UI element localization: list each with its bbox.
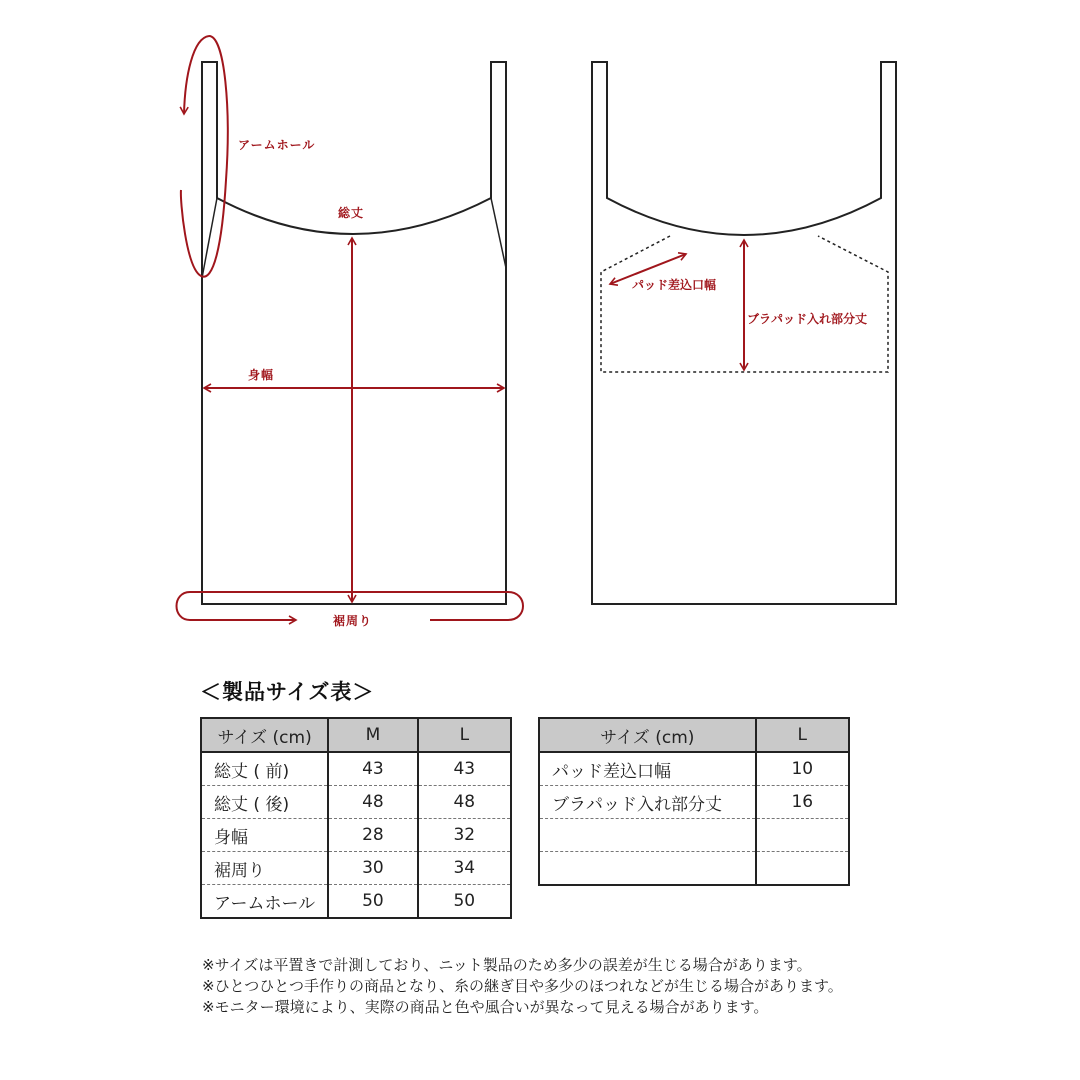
table-row [201,786,511,819]
cell-l: 16 [756,786,849,819]
row-label: ブラパッド入れ部分丈 [539,786,756,819]
cell-l: 10 [756,752,849,786]
note-line: ※モニター環境により、実際の商品と色や風合いが異なって見える場合があります。 [202,998,769,1016]
cell-l: 32 [418,819,511,852]
armhole-label: アームホール [238,138,316,152]
row-label: 総丈 ( 後) [201,786,328,819]
header-l: L [418,718,511,752]
cell-m: 43 [328,752,417,786]
table-row [201,885,511,919]
size-table-pad [538,717,850,886]
row-label: アームホール [201,885,328,919]
table-row [201,752,511,786]
table-row [201,819,511,852]
cell-m: 48 [328,786,417,819]
row-label: パッド差込口幅 [552,761,671,782]
cell-l [756,819,849,852]
table-row [201,852,511,885]
cell-l: 34 [418,852,511,885]
pad-opening-label: パッド差込口幅 [632,278,717,292]
note-line: ※サイズは平置きで計測しており、ニット製品のため多少の誤差が生じる場合があります。 [202,956,812,974]
table-header-row [201,718,511,752]
cell-l: 48 [418,786,511,819]
cell-m: 30 [328,852,417,885]
cell-l: 50 [418,885,511,919]
table-row [539,786,849,819]
hem-label: 裾周り [333,614,373,628]
header-size: サイズ (cm) [539,718,756,752]
size-table-title: ＜製品サイズ表＞ [200,680,375,704]
note-line: ※ひとつひとつ手作りの商品となり、糸の継ぎ目や多少のほつれなどが生じる場合があります。 [202,977,843,995]
width-label: 身幅 [248,368,275,382]
table-row [539,852,849,886]
row-label [539,852,756,886]
cell-l: 43 [418,752,511,786]
row-label: 総丈 ( 前) [214,761,290,782]
cell-l [756,852,849,886]
length-label: 総丈 [338,206,365,220]
size-table-main [200,717,512,919]
row-label: 身幅 [201,819,328,852]
header-size: サイズ (cm) [201,718,328,752]
header-l: L [756,718,849,752]
front-right-armhole-edge [491,198,506,268]
cell-m: 28 [328,819,417,852]
back-measurements [610,240,744,370]
armhole-arrow [184,36,209,114]
table-row [539,752,849,786]
notes [202,955,843,1018]
row-label [539,819,756,852]
table-header-row [539,718,849,752]
header-m: M [328,718,417,752]
front-left-armhole-edge [202,198,217,278]
front-measurements [177,36,524,620]
row-label: 裾周り [201,852,328,885]
table-row [539,819,849,852]
pad-length-label: ブラパッド入れ部分丈 [747,312,868,326]
cell-m: 50 [328,885,417,919]
